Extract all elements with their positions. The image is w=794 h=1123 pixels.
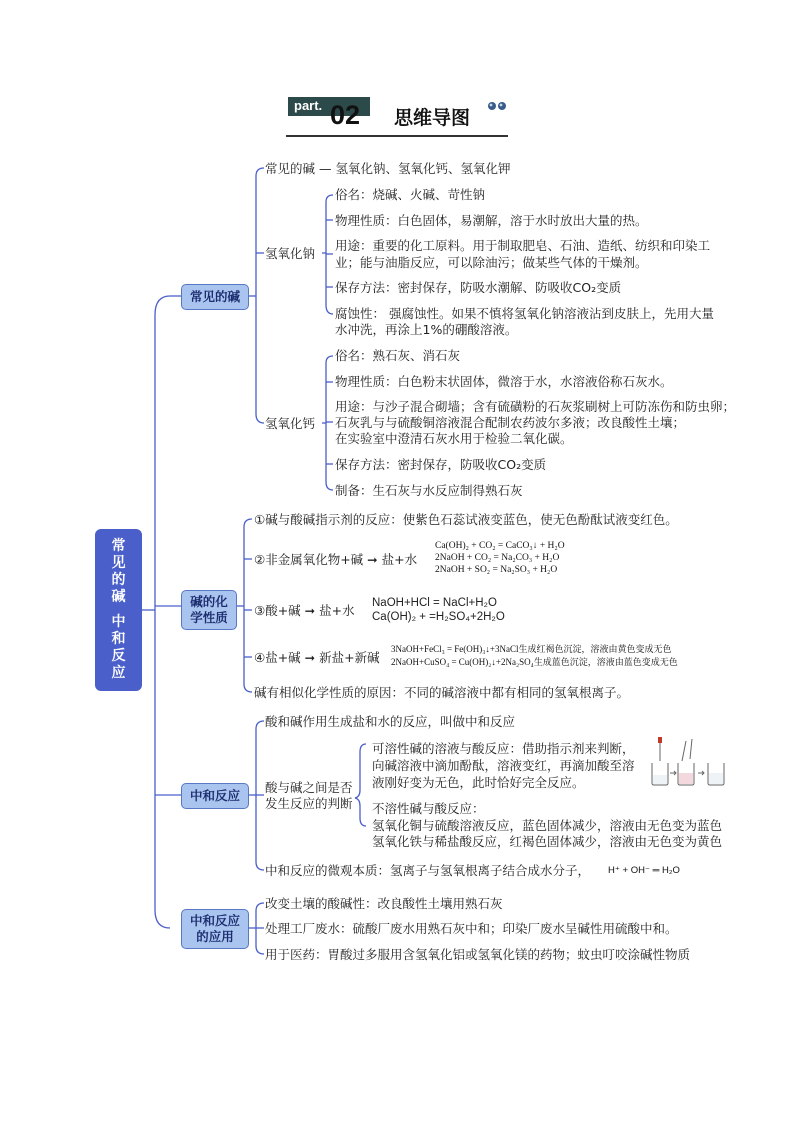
naoh-item: 俗名：烧碱、火碱、苛性钠 xyxy=(335,187,486,202)
caoh-item: 石灰乳与与硫酸铜溶液混合配制农药波尔多液；改良酸性土壤； xyxy=(335,415,686,430)
branch-application-line2: 的应用 xyxy=(196,929,234,944)
experiment-beakers-image xyxy=(648,733,728,793)
branch-neutralization: 中和反应 xyxy=(181,783,249,809)
chem-prop-2-eq: 2NaOH + CO₂ = Na₂CO₃ + H₂O xyxy=(435,553,560,563)
application-item: 处理工厂废水：硫酸厂废水用熟石灰中和；印染厂废水呈碱性用硫酸中和。 xyxy=(265,921,678,936)
root-char: 和 xyxy=(111,631,126,647)
part-label: part. xyxy=(294,98,323,113)
part-number: 02 xyxy=(330,100,361,130)
branch-application xyxy=(181,909,249,949)
root-char: 碱 xyxy=(111,589,126,605)
neutralization-def: 酸和碱作用生成盐和水的反应，叫做中和反应 xyxy=(265,714,516,729)
neutralization-essence: 中和反应的微观本质：氢离子与氢氧根离子结合成水分子， xyxy=(265,863,591,878)
branch-chem-props-line2: 学性质 xyxy=(190,610,228,625)
chem-prop-2-eq: 2NaOH + SO₂ = Na₂SO₃ + H₂O xyxy=(435,565,558,575)
chem-prop-3-eq: NaOH+HCl = NaCl+H₂O xyxy=(372,597,497,609)
application-item: 用于医药：胃酸过多服用含氢氧化铝或氢氧化镁的药物；蚊虫叮咬涂碱性物质 xyxy=(265,947,691,962)
naoh-item: 保存方法：密封保存，防吸水潮解、防吸收CO₂变质 xyxy=(335,280,622,295)
insoluble-text: 氢氧化铁与稀盐酸反应，红褐色固体减少，溶液由无色变为黄色 xyxy=(372,834,723,849)
insoluble-text: 不溶性碱与酸反应： xyxy=(372,801,485,816)
page-title: 思维导图 xyxy=(394,107,471,129)
soluble-text: 向碱溶液中滴加酚酞，溶液变红，再滴加酸至溶 xyxy=(372,758,635,773)
soluble-text: 液刚好变为无色，此时恰好完全反应。 xyxy=(372,775,585,790)
chem-prop-3: ③酸+碱 ➞ 盐+水 xyxy=(254,603,355,618)
root-node xyxy=(95,529,142,691)
chem-prop-reason: 碱有相似化学性质的原因：不同的碱溶液中都有相同的氢氧根离子。 xyxy=(254,685,630,700)
caoh-item: 物理性质：白色粉末状固体，微溶于水，水溶液俗称石灰水。 xyxy=(335,374,673,389)
judge-label: 发生反应的判断 xyxy=(265,796,353,811)
caoh-item: 俗名：熟石灰、消石灰 xyxy=(335,348,461,363)
neutralization-essence-eq: H⁺ + OH⁻ ═ H₂O xyxy=(608,865,680,876)
naoh-label: 氢氧化钠 xyxy=(265,246,316,261)
caoh-item: 用途：与沙子混合砌墙；含有硫磺粉的石灰浆刷树上可防冻伤和防虫卵； xyxy=(335,399,736,414)
insoluble-text: 氢氧化铜与硫酸溶液反应，蓝色固体减少，溶液由无色变为蓝色 xyxy=(372,818,723,833)
naoh-item: 腐蚀性： 强腐蚀性。如果不慎将氢氧化钠溶液沾到皮肤上，先用大量 xyxy=(335,306,714,321)
chem-prop-2-eq: Ca(OH)₂ + CO₂ = CaCO₃↓ + H₂O xyxy=(435,541,565,551)
root-char: 中 xyxy=(111,614,126,630)
naoh-item: 物理性质：白色固体，易潮解，溶于水时放出大量的热。 xyxy=(335,213,648,228)
judge-label: 酸与碱之间是否 xyxy=(265,780,353,795)
caoh-item: 保存方法：密封保存，防吸收CO₂变质 xyxy=(335,457,547,472)
common-base-intro: 常见的碱 — 氢氧化钠、氢氧化钙、氢氧化钾 xyxy=(265,161,511,176)
root-char: 的 xyxy=(111,572,126,588)
root-char: 常 xyxy=(111,538,126,554)
application-item: 改变土壤的酸碱性：改良酸性土壤用熟石灰 xyxy=(265,896,503,911)
naoh-item: 水冲洗，再涂上1%的硼酸溶液。 xyxy=(335,322,518,337)
chem-prop-2: ②非金属氧化物+碱 ➞ 盐+水 xyxy=(254,552,418,567)
naoh-item: 用途：重要的化工原料。用于制取肥皂、石油、造纸、纺织和印染工 xyxy=(335,238,711,253)
branch-application-line1: 中和反应 xyxy=(189,913,240,928)
chem-prop-3-eq: Ca(OH)₂ + =H₂SO₄+2H₂O xyxy=(372,611,505,623)
caoh-item: 制备：生石灰与水反应制得熟石灰 xyxy=(335,483,523,498)
chem-prop-4-eq: 3NaOH+FeCl₃ = Fe(OH)₃↓+3NaCl生成红褐色沉淀，溶液由黄色变成无色 xyxy=(391,644,672,654)
root-char: 应 xyxy=(111,665,126,681)
chem-prop-4: ④盐+碱 ➞ 新盐+新碱 xyxy=(254,650,380,665)
root-char: 见 xyxy=(111,555,126,571)
chem-prop-1: ①碱与酸碱指示剂的反应：使紫色石蕊试液变蓝色，使无色酚酞试液变红色。 xyxy=(254,512,678,527)
caoh-label: 氢氧化钙 xyxy=(265,416,316,431)
soluble-text: 可溶性碱的溶液与酸反应：借助指示剂来判断， xyxy=(372,741,635,756)
branch-chem-props-line1: 碱的化 xyxy=(190,594,228,609)
root-char: 反 xyxy=(111,648,126,664)
branch-common-base: 常见的碱 xyxy=(181,284,249,310)
branch-chem-props xyxy=(181,590,237,630)
chem-prop-4-eq: 2NaOH+CuSO₄ = Cu(OH)₂↓+2Na₂SO₄生成蓝色沉淀，溶液由蓝色变成无色 xyxy=(391,657,678,667)
naoh-item: 业；能与油脂反应，可以除油污；做某些气体的干燥剂。 xyxy=(335,255,648,270)
caoh-item: 在实验室中澄清石灰水用于检验二氧化碳。 xyxy=(335,431,573,446)
